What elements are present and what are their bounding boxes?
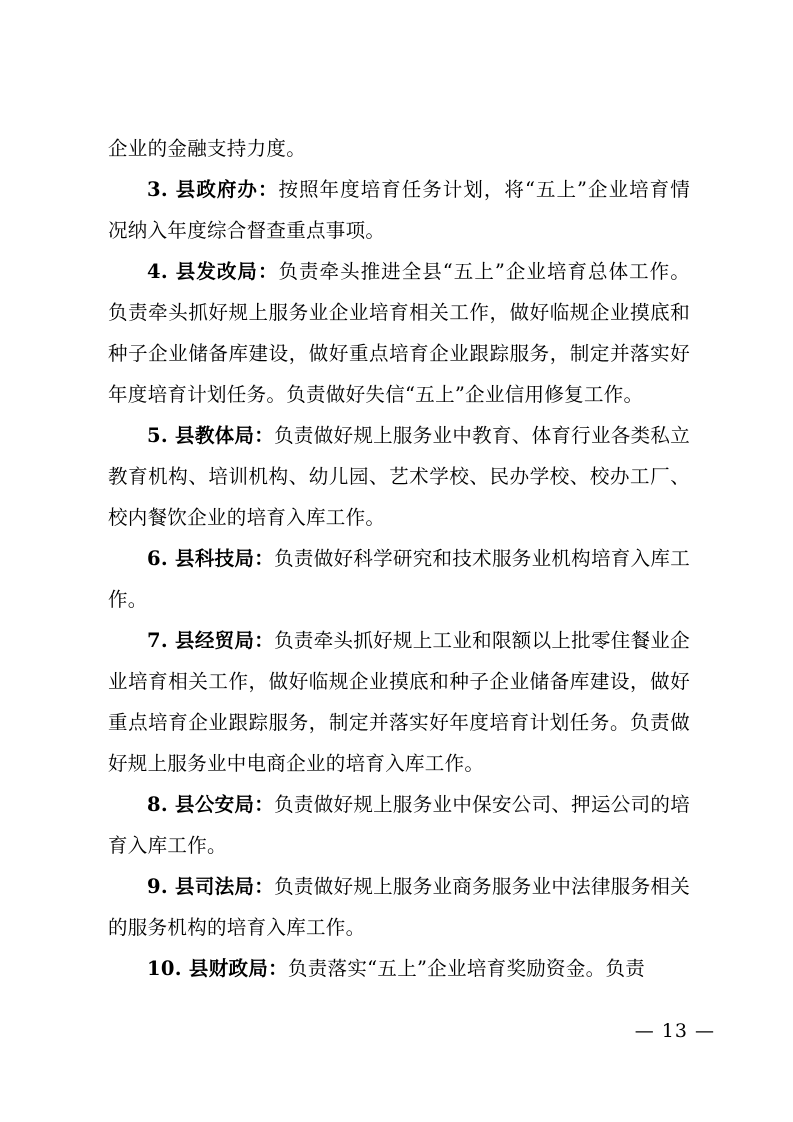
- paragraph-continued: [108, 128, 690, 169]
- paragraph-text: 负责做好规上服务业商务服务业中法律服务相关的服务机构的培育入库工作。: [108, 875, 691, 939]
- paragraph-lead: 9. 县司法局：: [147, 875, 275, 898]
- paragraph-text: 负责落实“五上”企业培育奖励资金。负责: [287, 957, 646, 980]
- paragraph-item-3: [108, 169, 690, 251]
- paragraph-item-8: [108, 784, 690, 866]
- paragraph-lead: 10. 县财政局：: [147, 957, 288, 980]
- paragraph-item-10: [108, 948, 690, 989]
- paragraph-item-5: [108, 415, 690, 538]
- paragraph-lead: 4. 县发改局：: [147, 260, 279, 283]
- paragraph-item-7: [108, 620, 690, 784]
- paragraph-text: 按照年度培育任务计划，将“五上”企业培育情况纳入年度综合督查重点事项。: [108, 178, 690, 242]
- paragraph-item-4: [108, 251, 690, 415]
- paragraph-text: 负责做好规上服务业中保安公司、押运公司的培育入库工作。: [108, 793, 691, 857]
- paragraph-item-9: [108, 866, 690, 948]
- paragraph-lead: 6. 县科技局：: [147, 547, 275, 570]
- paragraph-item-6: [108, 538, 690, 620]
- paragraph-text: 负责牵头推进全县“五上”企业培育总体工作。负责牵头抓好规上服务业企业培育相关工作，做好临规企业摸底和种子企业储备库建设，做好重点培育企业跟踪服务，制定并落实好年度培育计划任务。负责做好失信“五上”企业信用修复工作。: [108, 260, 690, 406]
- paragraph-lead: 3. 县政府办：: [147, 178, 279, 201]
- paragraph-text: 负责牵头抓好规上工业和限额以上批零住餐业企业培育相关工作，做好临规企业摸底和种子企业储备库建设，做好重点培育企业跟踪服务，制定并落实好年度培育计划任务。负责做好规上服务业中电商企业的培育入库工作。: [108, 629, 691, 775]
- paragraph-lead: 5. 县教体局：: [147, 424, 275, 447]
- paragraph-lead: 7. 县经贸局：: [147, 629, 275, 652]
- page-number: — 13 —: [634, 1020, 715, 1042]
- paragraph-text: 负责做好规上服务业中教育、体育行业各类私立教育机构、培训机构、幼儿园、艺术学校、民办学校、校办工厂、校内餐饮企业的培育入库工作。: [108, 424, 691, 529]
- paragraph-text: 企业的金融支持力度。: [108, 137, 307, 160]
- document-body: [108, 128, 690, 989]
- paragraph-text: 负责做好科学研究和技术服务业机构培育入库工作。: [108, 547, 691, 611]
- paragraph-lead: 8. 县公安局：: [147, 793, 275, 816]
